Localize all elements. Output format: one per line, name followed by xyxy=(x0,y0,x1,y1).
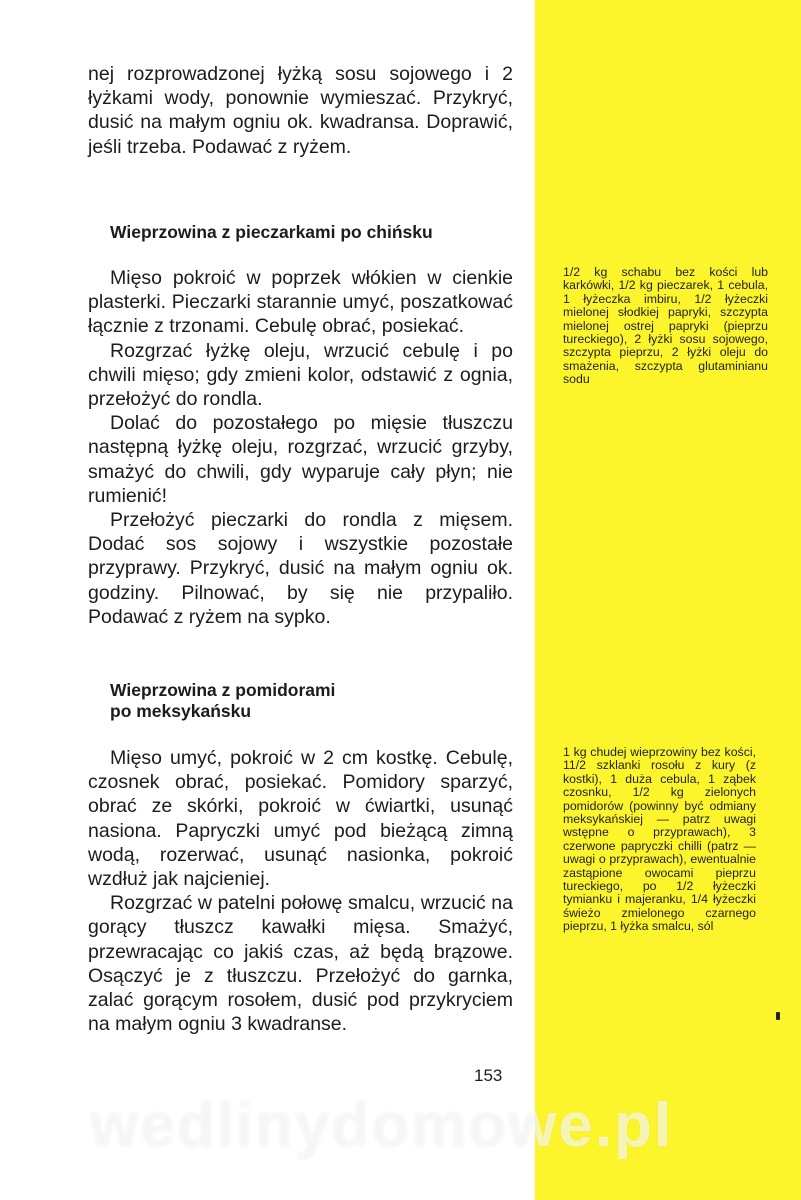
recipe2-paragraph-1: Mięso umyć, pokroić w 2 cm kostkę. Cebulę, czosnek obrać, posiekać. Pomidory sparzyć, obrać ze skórki, pokroić w ćwiartki, usunąć nasiona. Papryczki umyć pod bieżącą zimną wodą, rozerwać, usunąć nasionka, pokroić wzdłuż jak najcieniej. xyxy=(88,747,513,891)
intro-block xyxy=(88,62,513,159)
ingredients-sidebar xyxy=(535,0,801,1200)
recipe1-instructions xyxy=(88,266,513,629)
recipe2-paragraph-2: Rozgrzać w patelni połowę smalcu, wrzucić na gorący tłuszcz kawałki mięsa. Smażyć, przewracając co jakiś czas, aż będą brązowe. Osączyć je z tłuszczu. Przełożyć do garnka, zalać gorącym rosołem, dusić pod przykryciem na małym ogniu 3 kwadranse. xyxy=(88,892,513,1036)
recipe2-title xyxy=(110,680,530,722)
recipe2-title-line-1: Wieprzowina z pomidorami xyxy=(110,680,336,700)
recipe1-paragraph-4: Przełożyć pieczarki do rondla z mięsem. Dodać sos sojowy i wszystkie pozostałe przyprawy. Przykryć, dusić na małym ogniu ok. godziny. Pilnować, by się nie przypaliło. Podawać z ryżem na sypko. xyxy=(88,509,513,628)
page-number: 153 xyxy=(474,1066,503,1085)
intro-paragraph: nej rozprowadzonej łyżką sosu sojowego i 2 łyżkami wody, ponownie wymieszać. Przykryć, dusić na małym ogniu ok. kwadransa. Doprawić, jeśli trzeba. Podawać z ryżem. xyxy=(88,63,513,158)
recipe1-ingredients: 1/2 kg schabu bez kości lub karkówki, 1/2 kg pieczarek, 1 cebula, 1 łyżeczka imbiru, 1/2 łyżeczki mielonej słodkiej papryki, szczypta mielonej ostrej papryki (pieprzu tureckiego), 2 łyżki sosu sojowego, szczypta pieprzu, 2 łyżki oleju do smażenia, szczypta glutaminianu sodu xyxy=(563,265,768,387)
watermark: wedlinydomowe.pl xyxy=(90,1091,674,1160)
recipe2-ingredients: 1 kg chudej wieprzowiny bez kości, 11/2 szklanki rosołu z kury (z kostki), 1 duża cebula, 1 ząbek czosnku, 1/2 kg zielonych pomidorów (powinny być odmiany meksykańskiej — patrz uwagi wstępne o przyprawach), 3 czerwone papryczki chilli (patrz — uwagi o przyprawach), ewentualnie zastąpione owocami pieprzu tureckiego, po 1/2 łyżeczki tymianku i majeranku, 1/4 łyżeczki świeżo zmielonego czarnego pieprzu, 1 łyżka smalcu, sól xyxy=(563,745,756,934)
recipe1-paragraph-1: Mięso pokroić w poprzek włókien w cienkie plasterki. Pieczarki starannie umyć, poszatkować łącznie z trzonami. Cebulę obrać, posiekać. xyxy=(88,267,513,338)
recipe1-paragraph-3: Dolać do pozostałego po mięsie tłuszczu następną łyżkę oleju, rozgrzać, wrzucić grzyby, smażyć do chwili, gdy wyparuje cały płyn; nie rumienić! xyxy=(88,412,513,507)
margin-mark xyxy=(776,1012,780,1020)
recipe1-title: Wieprzowina z pieczarkami po chińsku xyxy=(110,222,433,242)
recipe1-paragraph-2: Rozgrzać łyżkę oleju, wrzucić cebulę i po chwili mięso; gdy zmieni kolor, odstawić z ognia, przełożyć do rondla. xyxy=(88,339,513,411)
recipe2-instructions xyxy=(88,746,513,1036)
recipe2-title-line-2: po meksykańsku xyxy=(110,701,252,721)
